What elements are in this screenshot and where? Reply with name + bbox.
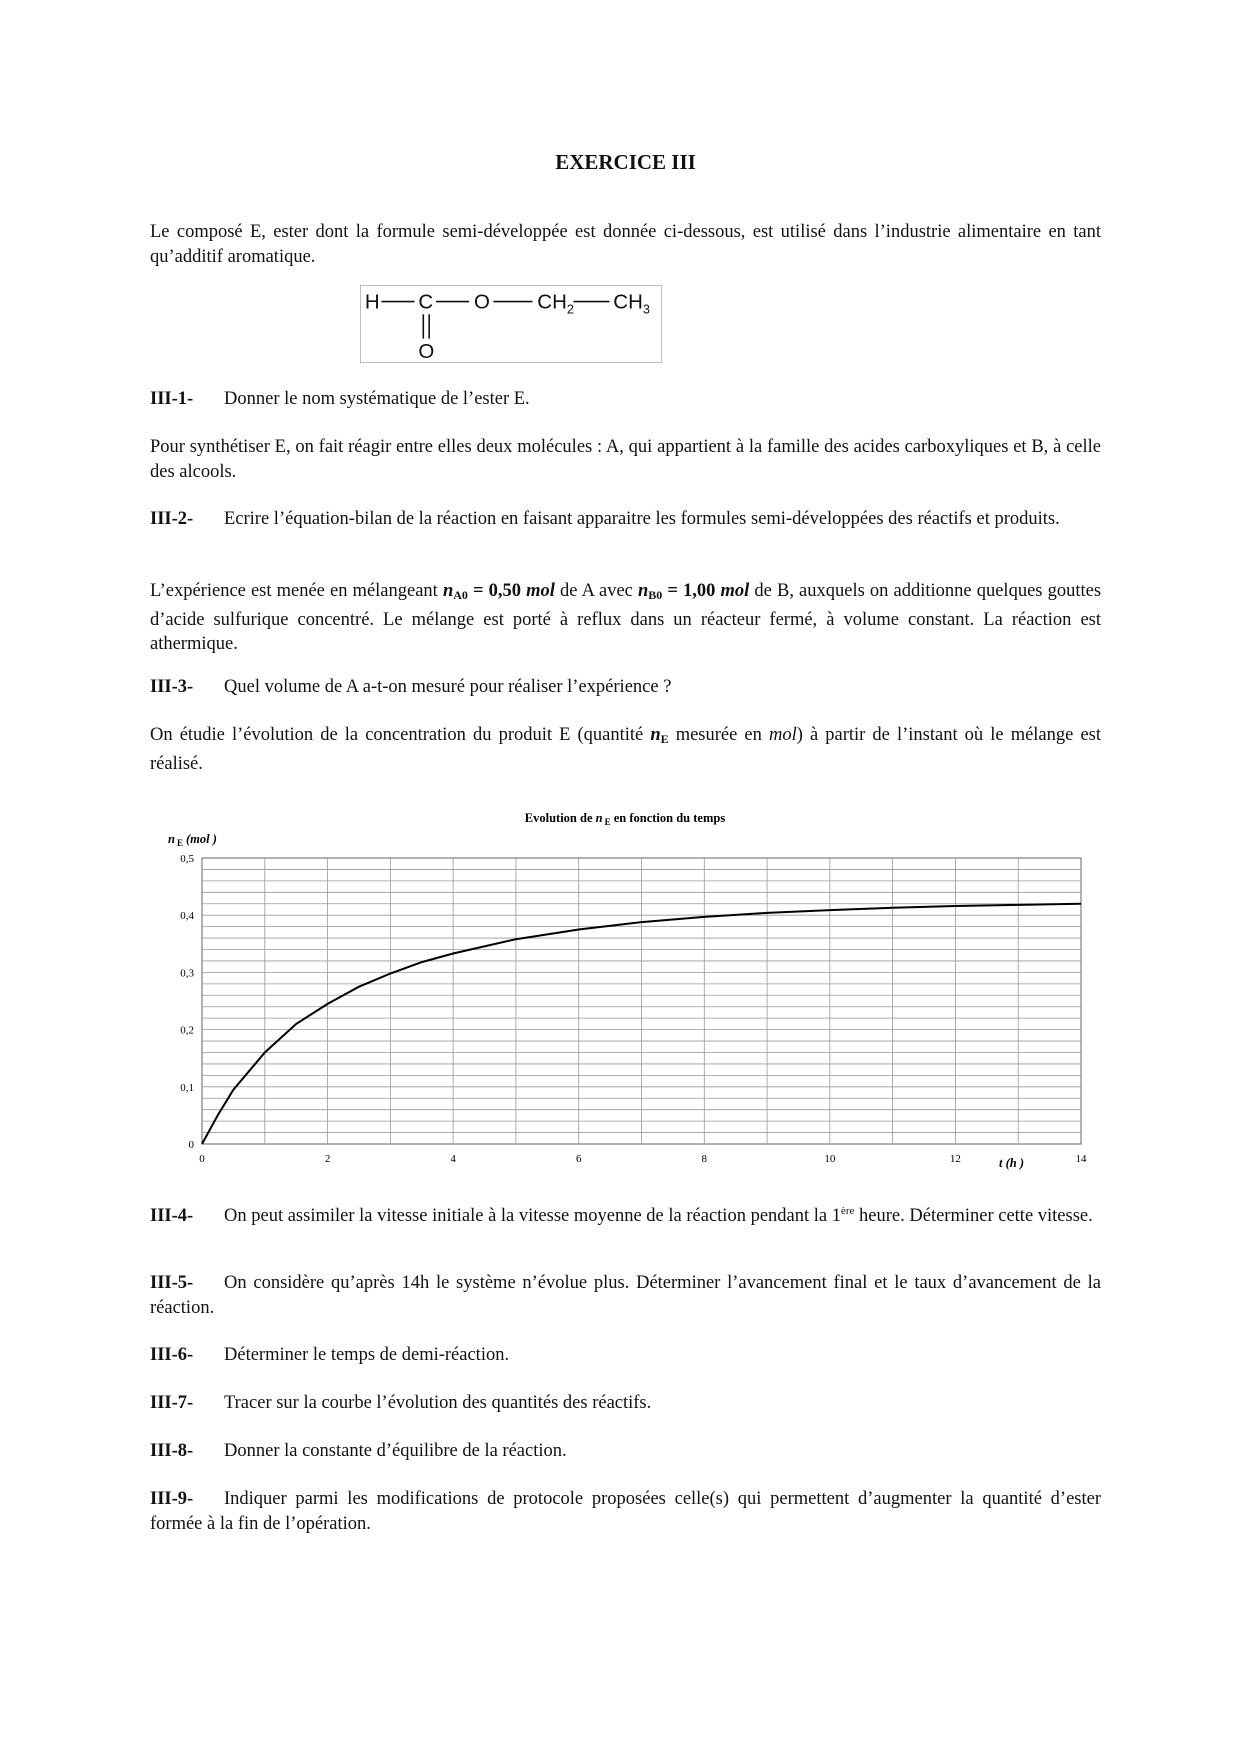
synthesis-paragraph: Pour synthétiser E, on fait réagir entre elles deux molécules : A, qui appartient à la famille des acides carboxyliques et B, à celle des alcools. [150,437,1101,482]
chart-title: Evolution de n $_E$ en fonction du temps [524,811,726,827]
formula-o-ester: O [473,290,490,314]
study-paragraph: On étudie l’évolution de la concentration du produit E (quantité $n_E$ mesurée en mol) à partir de l’instant où le mélange est réalisé. [150,725,1101,774]
formula-ch2: $CH_2$ [537,290,574,317]
exercise-title: EXERCICE III [555,150,696,174]
formula-c: C [418,290,434,314]
question-iii-1: III-1- Donner le nom systématique de l’ester E. [150,389,530,409]
y-axis-label: n $_E$ (mol ) [168,832,217,848]
formula-bonds [381,302,609,339]
x-axis-label: t (h ) [999,1156,1024,1170]
x-tick-label: 12 [949,1153,961,1165]
intro-paragraph: Le composé E, ester dont la formule semi-développée est donnée ci-dessous, est utilisé dans l’industrie alimentaire en tant qu’additif aromatique. [150,222,1101,267]
y-tick-label: 0 [188,1139,194,1151]
ester-formula [360,285,662,363]
y-tick-label: 0,3 [180,967,194,980]
y-tick-label: 0,1 [180,1081,194,1094]
question-iii-2: III-2- Ecrire l’équation-bilan de la réaction en faisant apparaitre les formules semi-développées des réactifs et produits. [150,509,1060,529]
ne-evolution-chart [150,805,1101,1185]
x-tick-label: 10 [824,1153,836,1165]
formula-o-carbonyl: O [418,340,435,363]
formula-ch3: $CH_3$ [613,290,650,317]
y-tick-labels [180,853,194,1151]
question-iii-8: III-8- Donner la constante d’équilibre de la réaction. [150,1441,567,1461]
question-iii-6: III-6- Déterminer le temps de demi-réaction. [150,1345,510,1365]
experiment-paragraph: L’expérience est menée en mélangeant $n_{A0} = 0,50$ mol de A avec $n_{B0} = 1,00$ mol de B, auxquels on additionne quelques gouttes d’acide sulfurique concentré. Le mélange est porté à reflux dans un réacteur fermé, à volume constant. La réaction est athermique. [150,581,1102,654]
y-tick-label: 0,5 [180,853,194,865]
x-tick-label: 6 [575,1153,582,1165]
x-tick-label: 8 [701,1153,708,1165]
question-iii-7: III-7- Tracer sur la courbe l’évolution des quantités des réactifs. [150,1393,652,1413]
x-tick-label: 2 [324,1153,331,1165]
y-tick-label: 0,2 [180,1024,194,1037]
question-iii-4: III-4- On peut assimiler la vitesse initiale à la vitesse moyenne de la réaction pendant la 1ère heure. Déterminer cette vitesse. [150,1205,1093,1226]
x-tick-label: 4 [450,1153,456,1165]
question-iii-9: III-9- Indiquer parmi les modifications de protocole proposées celle(s) qui permettent d’augmenter la quantité d’ester formée à la fin de l’opération. [150,1489,1101,1534]
x-tick-labels [199,1153,1087,1165]
y-tick-label: 0,4 [180,910,194,923]
x-tick-label: 14 [1075,1153,1087,1165]
question-iii-3: III-3- Quel volume de A a-t-on mesuré pour réaliser l’expérience ? [150,677,672,697]
question-iii-5: III-5- On considère qu’après 14h le système n’évolue plus. Déterminer l’avancement final et le taux d’avancement de la réaction. [150,1273,1101,1318]
x-tick-label: 0 [199,1153,205,1165]
formula-h: H [364,290,380,314]
